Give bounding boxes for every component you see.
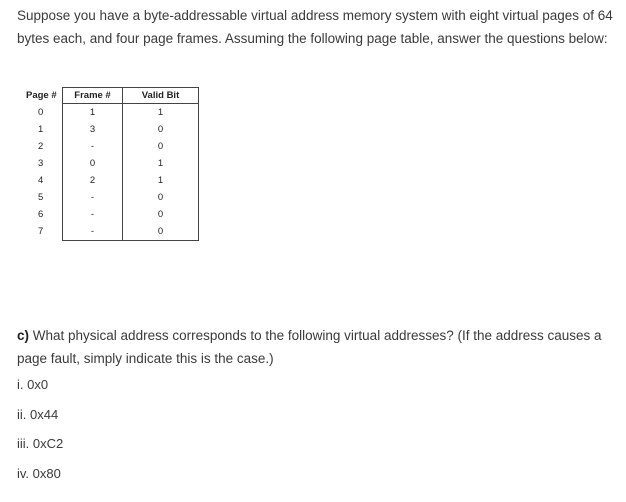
table-row [24, 121, 199, 138]
frame-cell: - [63, 223, 123, 241]
page-cell: 4 [38, 175, 44, 186]
list-item: iv. 0x80 [17, 465, 61, 481]
frame-cell: 0 [63, 155, 123, 172]
page-cell: 2 [38, 141, 44, 152]
header-valid-bit: Valid Bit [123, 88, 199, 104]
list-item: ii. 0x44 [17, 406, 59, 422]
page-table-header-row [24, 88, 199, 104]
frame-cell: - [63, 206, 123, 223]
valid-cell: 0 [123, 121, 199, 138]
question-c [17, 325, 617, 370]
page-table [24, 87, 199, 241]
table-row [24, 138, 199, 155]
header-page: Page # [26, 90, 57, 101]
frame-cell: 1 [63, 104, 123, 122]
question-label: c) [17, 328, 30, 343]
page-cell: 1 [38, 124, 44, 135]
frame-cell: 3 [63, 121, 123, 138]
page-cell: 7 [38, 226, 44, 238]
table-row [24, 223, 199, 241]
valid-cell: 1 [123, 155, 199, 172]
table-row [24, 206, 199, 223]
valid-cell: 1 [123, 172, 199, 189]
table-row [24, 172, 199, 189]
page-cell: 3 [38, 158, 44, 169]
list-item: iii. 0xC2 [17, 436, 64, 451]
valid-cell: 0 [123, 138, 199, 155]
page-cell: 0 [38, 106, 44, 118]
table-row [24, 155, 199, 172]
frame-cell: - [63, 189, 123, 206]
valid-cell: 1 [123, 104, 199, 122]
address-list [17, 375, 63, 493]
frame-cell: - [63, 138, 123, 155]
frame-cell: 2 [63, 172, 123, 189]
question-text: What physical address corresponds to the following virtual addresses? (If the address causes a page fault, simply indicate this is the case.) [17, 328, 602, 366]
page-table-grid [24, 87, 199, 241]
intro-paragraph: Suppose you have a byte-addressable virtual address memory system with eight virtual pages of 64 bytes each, and four page frames. Assuming the following page table, answer the questions below: [17, 8, 613, 46]
valid-cell: 0 [123, 206, 199, 223]
page-cell: 5 [38, 192, 44, 203]
page-cell: 6 [38, 209, 44, 220]
header-frame: Frame # [63, 88, 123, 104]
table-row [24, 189, 199, 206]
valid-cell: 0 [123, 189, 199, 206]
table-row [24, 104, 199, 122]
valid-cell: 0 [123, 223, 199, 241]
list-item: i. 0x0 [17, 377, 49, 392]
